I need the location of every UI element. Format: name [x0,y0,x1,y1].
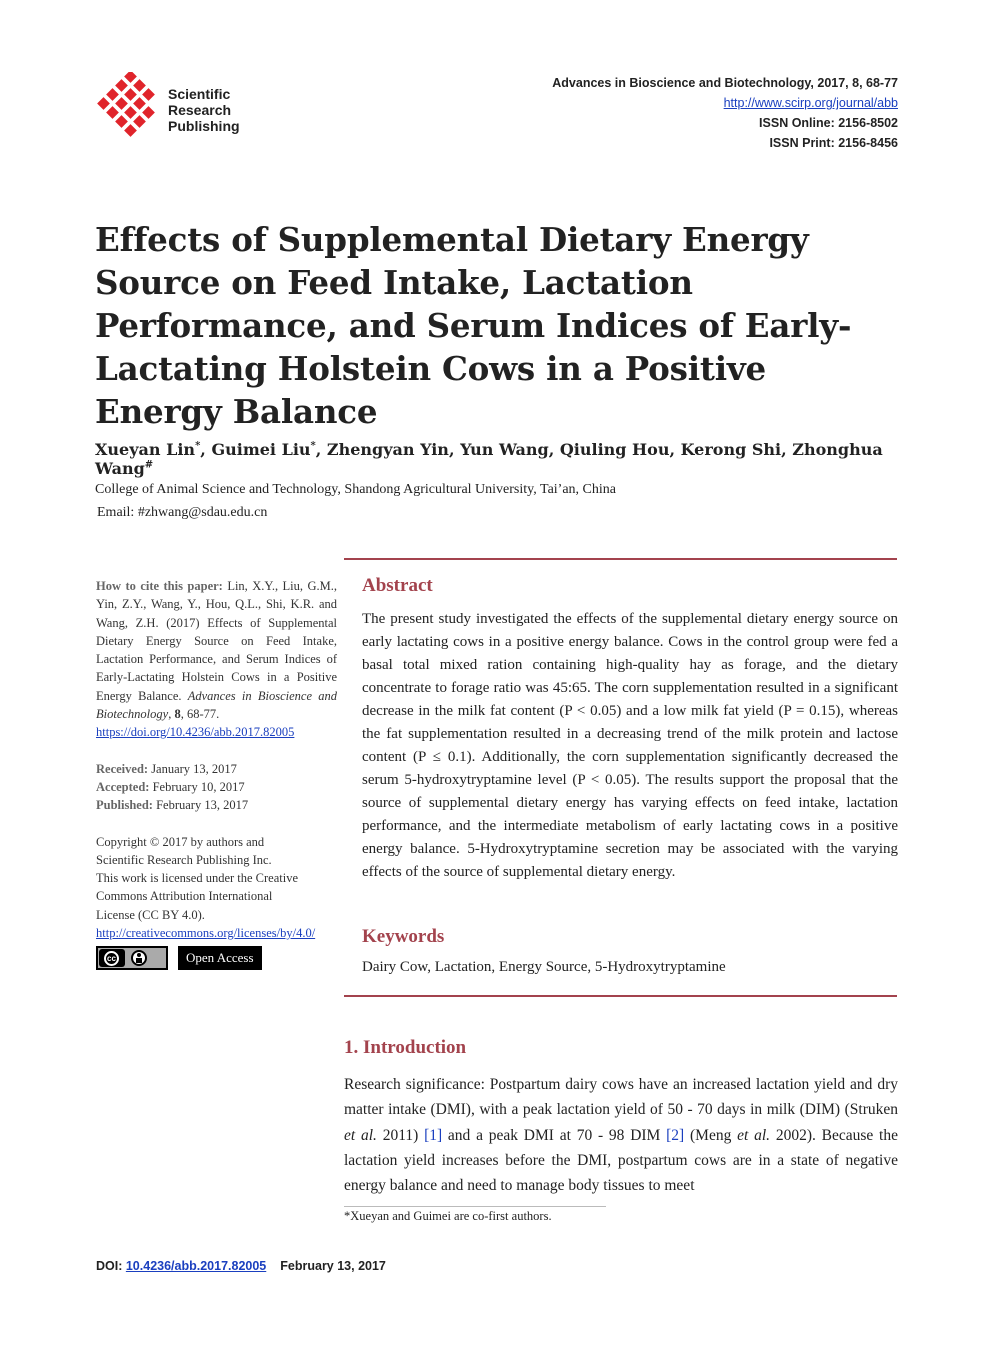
publisher-logo[interactable] [96,72,276,142]
intro-text-segment: and a peak DMI at 70 - 98 DIM [442,1126,667,1144]
how-to-cite [96,577,337,742]
how-to-cite-volume-separator: , [168,707,175,722]
keywords-heading: Keywords [362,926,445,947]
license-badges [96,946,337,970]
accepted-date: February 10, 2017 [149,779,245,794]
intro-text-segment: 2011) [376,1126,425,1144]
published-date: February 13, 2017 [152,798,249,813]
published-label: Published: [96,798,153,813]
intro-et-al: et al. [344,1126,377,1144]
author-separator: , [315,440,327,459]
how-to-cite-volume: 8 [174,707,181,722]
license-link[interactable]: http://creativecommons.org/licenses/by/4.0/ [96,926,316,941]
journal-info [552,73,898,153]
copyright-line: License (CC BY 4.0). [96,907,205,922]
reference-link-2[interactable]: [2] [666,1126,685,1144]
publisher-name-line1: Scientific [168,86,231,102]
author-separator: , [548,440,560,459]
author-list [95,440,895,478]
author-separator: , [669,440,681,459]
article-sidebar [96,577,337,970]
publisher-logo-mark [96,72,164,142]
footer-doi-link[interactable]: 10.4236/abb.2017.82005 [125,1259,267,1273]
issn-print: ISSN Print: 2156-8456 [769,136,898,150]
abstract-text: The present study investigated the effects of the supplemental dietary energy source on early lactating cows in a positive energy balance. Cows in the control group were fed a basal total mixed ration containing high-quality hay as forage, and the dietary concentrate to forage ratio was 45:65. The corn supplementation resulted in a significant decrease in the milk fat content (P < 0.05) and a low milk fat yield (P = 0.15), whereas the fat supplementation resulted in a decreasing trend of the milk protein and lactose content (P ≤ 0.1). Additionally, the corn supplementation significantly decreased the serum 5-hydroxytryptamine level (P < 0.05). The results support the proposal that the source of supplemental dietary energy has varying effects on feed intake, lactation performance, and the intermediate metabolism of early lactating cows in a positive energy balance. 5-Hydroxytryptamine secretion may be associated with the varying effects of the source of supplemental dietary energy. [362,611,898,880]
copyright-notice [96,833,337,943]
journal-url-link[interactable]: http://www.scirp.org/journal/abb [723,96,898,110]
copyright-line: This work is licensed under the Creative [96,871,299,886]
author-name: Zhengyan Yin [326,440,449,459]
publisher-name [168,86,240,134]
author-mark: # [144,459,154,471]
abstract-heading: Abstract [362,575,433,596]
introduction-text [344,1072,898,1198]
intro-et-al: et al. [737,1126,771,1144]
page-footer [96,1259,386,1273]
footnote-rule [344,1206,606,1207]
author-name: Guimei Liu [211,440,311,459]
received-date: January 13, 2017 [148,761,237,776]
cc-by-badge[interactable] [96,946,168,970]
author-mark: * [195,440,201,452]
article-dates [96,760,337,815]
cc-icon: cc [104,951,119,966]
abstract-top-rule [344,558,897,560]
author-name: Kerong Shi [680,440,782,459]
author-name: Qiuling Hou [559,440,670,459]
author-separator: , [448,440,461,459]
paper-title: Effects of Supplemental Dietary Energy Source on Feed Intake, Lactation Performance, and Serum Indices of Early-Lactating Holstein Cows in a Positive Energy Balance [95,220,852,431]
author-separator: , [200,440,212,459]
received-label: Received: [96,761,149,776]
intro-text-segment: Research significance: Postpartum dairy cows have an increased lactation yield and dry matter intake (DMI), with a peak lactation yield of 50 - 70 days in milk (DIM) (Struken [344,1076,898,1119]
reference-link-1[interactable]: [1] [424,1126,443,1144]
copyright-line: Commons Attribution International [96,889,273,904]
doi-link[interactable]: https://doi.org/10.4236/abb.2017.82005 [96,725,295,740]
author-separator: , [781,440,793,459]
footer-date: February 13, 2017 [280,1259,386,1273]
publisher-name-line2: Research [168,102,232,118]
how-to-cite-text: Lin, X.Y., Liu, G.M., Yin, Z.Y., Wang, Y., Hou, Q.L., Shi, K.R. and Wang, Z.H. (2017) Effects of Supplemental Dietary Energy Source on Feed Intake, Lactation Performance, and Serum Indices of Early-Lactating Holstein Cows in a Positive Energy Balance. [96,579,337,703]
publisher-name-line3: Publishing [168,118,240,134]
accepted-label: Accepted: [96,779,150,794]
affiliation: College of Animal Science and Technology, Shandong Agricultural University, Tai’an, China [95,482,616,497]
author-name: Xueyan Lin [95,440,196,459]
author-name: Zhonghua Wang [95,440,883,478]
footnote: *Xueyan and Guimei are co-first authors. [344,1209,552,1223]
copyright-line: Scientific Research Publishing Inc. [96,852,272,867]
introduction-heading: 1. Introduction [344,1037,467,1058]
open-access-badge[interactable]: Open Access [178,946,262,970]
issn-online: ISSN Online: 2156-8502 [759,116,898,130]
intro-text-segment: (Meng [684,1126,738,1144]
keywords-text: Dairy Cow, Lactation, Energy Source, 5-Hydroxytryptamine [362,959,726,975]
how-to-cite-label: How to cite this paper: [96,579,223,593]
keywords-bottom-rule [344,995,897,997]
email: Email: #zhwang@sdau.edu.cn [97,505,268,520]
author-mark: * [310,440,316,452]
how-to-cite-pages: , 68-77. [180,707,220,722]
footer-doi-label: DOI: [96,1259,126,1273]
author-name: Yun Wang [460,440,549,459]
how-to-cite-journal: Advances in Bioscience and Biotechnology [96,688,337,722]
intro-text-segment: 2002). Because the lactation yield increases before the DMI, postpartum cows are in a state of negative energy balance and need to manage body tissues to meet [344,1126,898,1195]
copyright-line: Copyright © 2017 by authors and [96,834,265,849]
journal-citation: Advances in Bioscience and Biotechnology, 2017, 8, 68-77 [552,76,898,90]
